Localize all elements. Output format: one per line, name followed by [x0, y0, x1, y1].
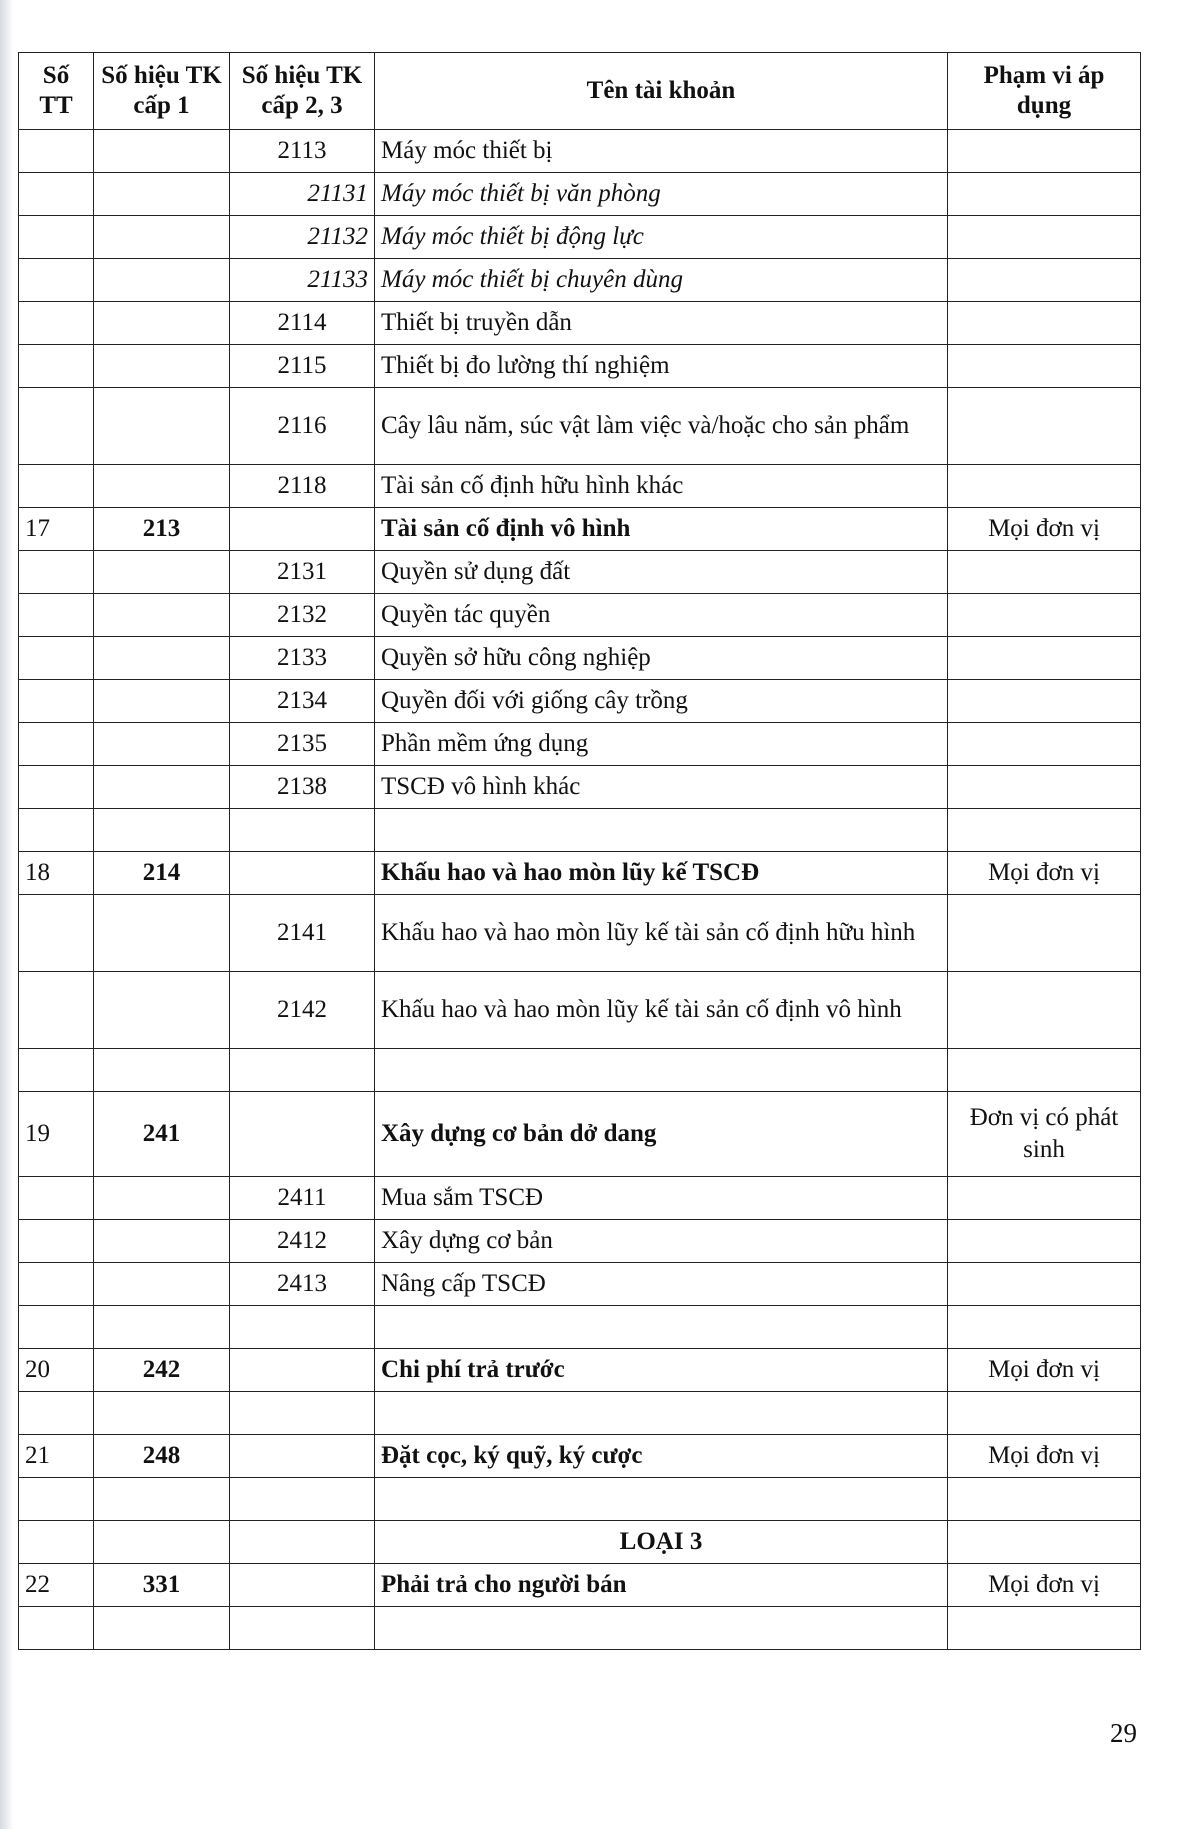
cell-account-name: Mua sắm TSCĐ [375, 1177, 948, 1220]
cell-scope [948, 345, 1141, 388]
cell-tk2 [230, 1306, 375, 1349]
cell-scope [948, 972, 1141, 1049]
cell-tk1: 214 [94, 852, 230, 895]
cell-account-name: Phải trả cho người bán [375, 1564, 948, 1607]
cell-tk2 [230, 1049, 375, 1092]
cell-account-name: Quyền sở hữu công nghiệp [375, 637, 948, 680]
table-row [19, 1306, 1141, 1349]
cell-account-name [375, 809, 948, 852]
table-header-row [19, 53, 1141, 130]
cell-tk2 [230, 1521, 375, 1564]
cell-account-name: Phần mềm ứng dụng [375, 723, 948, 766]
cell-tk1 [94, 551, 230, 594]
cell-stt: 21 [19, 1435, 94, 1478]
cell-stt [19, 216, 94, 259]
cell-tk1: 248 [94, 1435, 230, 1478]
cell-stt: 19 [19, 1092, 94, 1177]
cell-tk2: 2142 [230, 972, 375, 1049]
cell-scope [948, 766, 1141, 809]
table-row [19, 723, 1141, 766]
table-row [19, 345, 1141, 388]
table-row [19, 465, 1141, 508]
cell-account-name: Xây dựng cơ bản [375, 1220, 948, 1263]
cell-tk1 [94, 302, 230, 345]
cell-tk2: 2135 [230, 723, 375, 766]
page-edge-shadow [0, 0, 14, 1829]
cell-account-name: Tài sản cố định hữu hình khác [375, 465, 948, 508]
cell-stt [19, 345, 94, 388]
cell-tk1 [94, 1263, 230, 1306]
table-row [19, 637, 1141, 680]
table-row [19, 895, 1141, 972]
table-row [19, 508, 1141, 551]
cell-account-name: TSCĐ vô hình khác [375, 766, 948, 809]
cell-tk2: 2133 [230, 637, 375, 680]
header-tk1: Số hiệu TK cấp 1 [94, 53, 230, 130]
cell-stt [19, 130, 94, 173]
cell-tk2: 2134 [230, 680, 375, 723]
cell-tk1 [94, 1478, 230, 1521]
header-scope: Phạm vi áp dụng [948, 53, 1141, 130]
table-row [19, 852, 1141, 895]
cell-stt [19, 809, 94, 852]
cell-tk1 [94, 972, 230, 1049]
cell-stt [19, 1607, 94, 1650]
cell-account-name: Đặt cọc, ký quỹ, ký cược [375, 1435, 948, 1478]
cell-scope [948, 1177, 1141, 1220]
header-stt: Số TT [19, 53, 94, 130]
cell-stt [19, 551, 94, 594]
cell-scope: Đơn vị có phát sinh [948, 1092, 1141, 1177]
cell-account-name: Quyền sử dụng đất [375, 551, 948, 594]
table-row [19, 766, 1141, 809]
cell-scope [948, 173, 1141, 216]
cell-tk1: 242 [94, 1349, 230, 1392]
cell-scope [948, 1263, 1141, 1306]
cell-tk1 [94, 1177, 230, 1220]
cell-scope: Mọi đơn vị [948, 1349, 1141, 1392]
section-heading-loai-3: LOẠI 3 [375, 1521, 948, 1564]
cell-account-name: Máy móc thiết bị chuyên dùng [375, 259, 948, 302]
cell-account-name: Khấu hao và hao mòn lũy kế tài sản cố định vô hình [375, 972, 948, 1049]
table-row [19, 1392, 1141, 1435]
cell-scope [948, 465, 1141, 508]
cell-tk1 [94, 1220, 230, 1263]
cell-tk1 [94, 345, 230, 388]
cell-account-name: Nâng cấp TSCĐ [375, 1263, 948, 1306]
cell-stt [19, 1306, 94, 1349]
cell-tk2: 2412 [230, 1220, 375, 1263]
cell-tk2: 2141 [230, 895, 375, 972]
cell-tk2: 2413 [230, 1263, 375, 1306]
cell-tk1 [94, 1306, 230, 1349]
page-number: 29 [1110, 1718, 1137, 1748]
cell-account-name: Chi phí trả trước [375, 1349, 948, 1392]
cell-tk2: 2131 [230, 551, 375, 594]
table-row [19, 1177, 1141, 1220]
table-row [19, 259, 1141, 302]
table-row [19, 388, 1141, 465]
cell-scope [948, 1521, 1141, 1564]
cell-scope [948, 259, 1141, 302]
cell-tk1 [94, 1607, 230, 1650]
cell-tk2 [230, 1392, 375, 1435]
cell-stt [19, 895, 94, 972]
cell-tk1 [94, 1049, 230, 1092]
cell-account-name [375, 1306, 948, 1349]
cell-tk2 [230, 1564, 375, 1607]
table-row [19, 1564, 1141, 1607]
cell-tk2: 2114 [230, 302, 375, 345]
cell-stt [19, 259, 94, 302]
table-row [19, 173, 1141, 216]
cell-scope: Mọi đơn vị [948, 1435, 1141, 1478]
cell-account-name: Máy móc thiết bị văn phòng [375, 173, 948, 216]
cell-tk2: 2113 [230, 130, 375, 173]
cell-stt [19, 1220, 94, 1263]
table-row [19, 551, 1141, 594]
cell-tk1 [94, 1392, 230, 1435]
cell-scope [948, 551, 1141, 594]
cell-tk2: 2116 [230, 388, 375, 465]
cell-tk1 [94, 130, 230, 173]
cell-tk2 [230, 809, 375, 852]
cell-scope [948, 1392, 1141, 1435]
header-tk2: Số hiệu TK cấp 2, 3 [230, 53, 375, 130]
cell-stt: 22 [19, 1564, 94, 1607]
table-row [19, 302, 1141, 345]
cell-scope: Mọi đơn vị [948, 1564, 1141, 1607]
cell-stt [19, 594, 94, 637]
cell-scope [948, 1478, 1141, 1521]
cell-tk2: 21133 [230, 259, 375, 302]
cell-tk2: 2132 [230, 594, 375, 637]
cell-scope [948, 216, 1141, 259]
cell-stt [19, 1049, 94, 1092]
cell-account-name: Khấu hao và hao mòn lũy kế TSCĐ [375, 852, 948, 895]
cell-scope [948, 895, 1141, 972]
cell-scope [948, 130, 1141, 173]
cell-tk1 [94, 766, 230, 809]
cell-tk1 [94, 1521, 230, 1564]
cell-scope [948, 388, 1141, 465]
cell-stt: 17 [19, 508, 94, 551]
cell-stt [19, 1392, 94, 1435]
header-account-name: Tên tài khoản [375, 53, 948, 130]
cell-stt [19, 637, 94, 680]
cell-tk1 [94, 637, 230, 680]
cell-tk1 [94, 173, 230, 216]
cell-tk1 [94, 680, 230, 723]
cell-account-name [375, 1478, 948, 1521]
table-row [19, 809, 1141, 852]
cell-tk2 [230, 852, 375, 895]
table-row [19, 130, 1141, 173]
table-row [19, 1607, 1141, 1650]
cell-stt: 18 [19, 852, 94, 895]
cell-stt [19, 1478, 94, 1521]
cell-account-name: Máy móc thiết bị [375, 130, 948, 173]
cell-stt: 20 [19, 1349, 94, 1392]
table-row [19, 1521, 1141, 1564]
cell-tk1 [94, 465, 230, 508]
cell-tk2 [230, 1607, 375, 1650]
cell-tk2 [230, 1435, 375, 1478]
table-row [19, 972, 1141, 1049]
table-row [19, 594, 1141, 637]
cell-tk2: 21132 [230, 216, 375, 259]
cell-stt [19, 302, 94, 345]
chart-of-accounts-table [18, 52, 1141, 1650]
cell-account-name: Khấu hao và hao mòn lũy kế tài sản cố định hữu hình [375, 895, 948, 972]
cell-scope [948, 723, 1141, 766]
cell-scope [948, 1049, 1141, 1092]
cell-stt [19, 766, 94, 809]
cell-tk1 [94, 216, 230, 259]
cell-stt [19, 1521, 94, 1564]
cell-tk2: 2411 [230, 1177, 375, 1220]
cell-scope [948, 594, 1141, 637]
cell-tk1 [94, 895, 230, 972]
cell-account-name [375, 1607, 948, 1650]
cell-tk2 [230, 1349, 375, 1392]
cell-tk2: 2138 [230, 766, 375, 809]
table-row [19, 1092, 1141, 1177]
cell-stt [19, 1177, 94, 1220]
cell-scope [948, 809, 1141, 852]
table-row [19, 1435, 1141, 1478]
cell-scope [948, 302, 1141, 345]
cell-tk2: 2118 [230, 465, 375, 508]
cell-scope [948, 1220, 1141, 1263]
cell-tk1: 331 [94, 1564, 230, 1607]
table-row [19, 680, 1141, 723]
cell-account-name [375, 1049, 948, 1092]
cell-tk1: 241 [94, 1092, 230, 1177]
cell-stt [19, 465, 94, 508]
cell-account-name: Máy móc thiết bị động lực [375, 216, 948, 259]
table-row [19, 1478, 1141, 1521]
cell-account-name: Thiết bị truyền dẫn [375, 302, 948, 345]
cell-stt [19, 972, 94, 1049]
cell-tk2 [230, 1092, 375, 1177]
cell-tk1 [94, 259, 230, 302]
cell-tk2: 2115 [230, 345, 375, 388]
cell-account-name: Quyền đối với giống cây trồng [375, 680, 948, 723]
cell-scope [948, 1607, 1141, 1650]
cell-stt [19, 1263, 94, 1306]
cell-scope: Mọi đơn vị [948, 852, 1141, 895]
cell-account-name: Cây lâu năm, súc vật làm việc và/hoặc cho sản phẩm [375, 388, 948, 465]
cell-scope [948, 1306, 1141, 1349]
cell-tk1 [94, 809, 230, 852]
table-row [19, 216, 1141, 259]
cell-account-name: Thiết bị đo lường thí nghiệm [375, 345, 948, 388]
cell-tk1 [94, 594, 230, 637]
cell-tk2 [230, 1478, 375, 1521]
cell-scope: Mọi đơn vị [948, 508, 1141, 551]
cell-stt [19, 680, 94, 723]
table-row [19, 1349, 1141, 1392]
cell-tk1: 213 [94, 508, 230, 551]
cell-account-name [375, 1392, 948, 1435]
cell-stt [19, 388, 94, 465]
cell-scope [948, 637, 1141, 680]
cell-stt [19, 723, 94, 766]
cell-tk2 [230, 508, 375, 551]
cell-account-name: Xây dựng cơ bản dở dang [375, 1092, 948, 1177]
table-row [19, 1220, 1141, 1263]
table-row [19, 1263, 1141, 1306]
table-row [19, 1049, 1141, 1092]
cell-tk1 [94, 388, 230, 465]
cell-account-name: Tài sản cố định vô hình [375, 508, 948, 551]
cell-stt [19, 173, 94, 216]
cell-tk1 [94, 723, 230, 766]
cell-account-name: Quyền tác quyền [375, 594, 948, 637]
cell-scope [948, 680, 1141, 723]
cell-tk2: 21131 [230, 173, 375, 216]
